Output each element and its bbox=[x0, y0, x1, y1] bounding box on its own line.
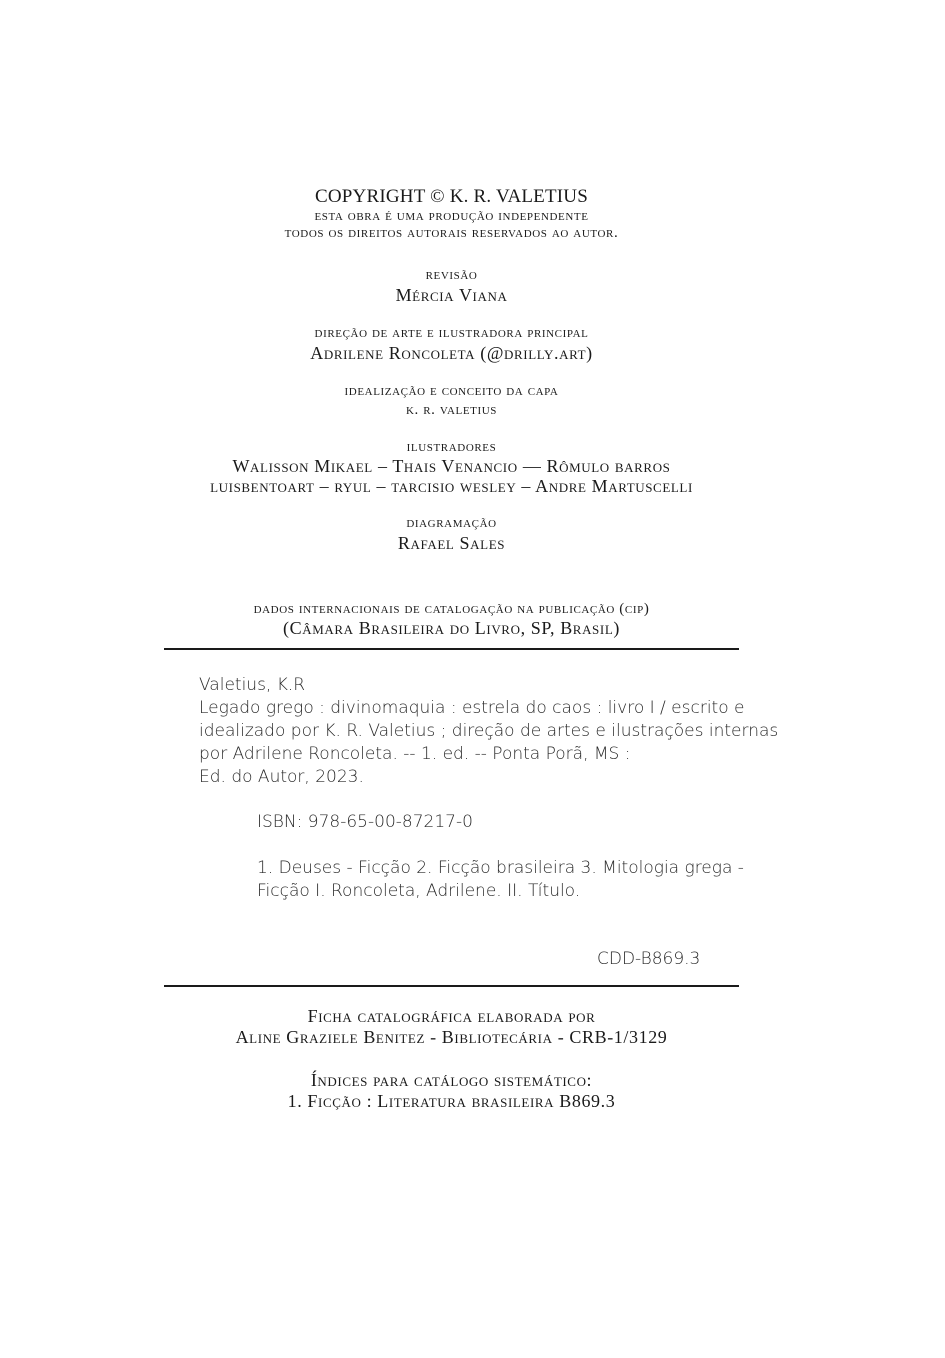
cip-heading: dados internacionais de catalogação na publicação (cip) bbox=[253, 601, 650, 617]
revision-label: revisão bbox=[425, 267, 478, 283]
rights-reserved-line: todos os direitos autorais reservados ao autor. bbox=[284, 225, 619, 241]
credits-section bbox=[0, 186, 903, 554]
card-description-line: Legado grego : divinomaquia : estrela do caos : livro I / escrito e bbox=[199, 698, 745, 718]
cover-concept-name: k. r. valetius bbox=[405, 402, 498, 418]
card-cdd: CDD-B869.3 bbox=[597, 949, 701, 969]
cip-subheading: (Câmara Brasileira do Livro, SP, Brasil) bbox=[283, 618, 620, 638]
card-subject-line: Ficção I. Roncoleta, Adrilene. II. Título. bbox=[257, 881, 581, 901]
art-direction-label: direção de arte e ilustradora principal bbox=[314, 325, 589, 341]
top-divider bbox=[164, 648, 739, 650]
card-description-line: idealizado por K. R. Valetius ; direção de artes e ilustrações internas bbox=[199, 721, 779, 741]
copyright-line: COPYRIGHT © K. R. VALETIUS bbox=[315, 186, 588, 207]
prepared-by-label: Ficha catalográfica elaborada por bbox=[307, 1006, 596, 1026]
catalog-card bbox=[199, 674, 778, 789]
cip-heading-block bbox=[0, 600, 903, 638]
bottom-divider bbox=[164, 985, 739, 987]
revision-name: Mércia Viana bbox=[395, 285, 508, 305]
card-subjects-block bbox=[257, 857, 744, 903]
layout-name: Rafael Sales bbox=[397, 533, 506, 553]
illustrators-label: ilustradores bbox=[406, 439, 497, 455]
card-isbn: ISBN: 978-65-00-87217-0 bbox=[257, 812, 473, 832]
card-author: Valetius, K.R bbox=[199, 675, 306, 695]
card-subject-line: 1. Deuses - Ficção 2. Ficção brasileira 3. Mitologia grega - bbox=[257, 858, 744, 878]
illustrators-line-2: luisbentoart – ryul – tarcisio wesley – Andre Martuscelli bbox=[210, 476, 693, 496]
cover-concept-label: idealização e conceito da capa bbox=[344, 383, 559, 399]
art-direction-name: Adrilene Roncoleta (@drilly.art) bbox=[310, 343, 593, 363]
card-description-line: por Adrilene Roncoleta. -- 1. ed. -- Ponta Porã, MS : bbox=[199, 744, 631, 764]
index-label: Índices para catálogo sistemático: bbox=[310, 1070, 593, 1090]
librarian-credit: Aline Graziele Benitez - Bibliotecária - CRB-1/3129 bbox=[235, 1027, 668, 1047]
illustrators-line-1: Walisson Mikael – Thais Venancio — Rômulo barros bbox=[232, 456, 671, 476]
footer-block bbox=[0, 1006, 903, 1112]
card-description-line: Ed. do Autor, 2023. bbox=[199, 767, 364, 787]
independent-production-line: esta obra é uma produção independente bbox=[314, 208, 589, 224]
index-entry: 1. Ficção : Literatura brasileira B869.3 bbox=[287, 1091, 616, 1111]
layout-label: diagramação bbox=[406, 515, 497, 531]
card-isbn-block bbox=[257, 811, 473, 834]
card-cdd-block bbox=[597, 948, 700, 971]
